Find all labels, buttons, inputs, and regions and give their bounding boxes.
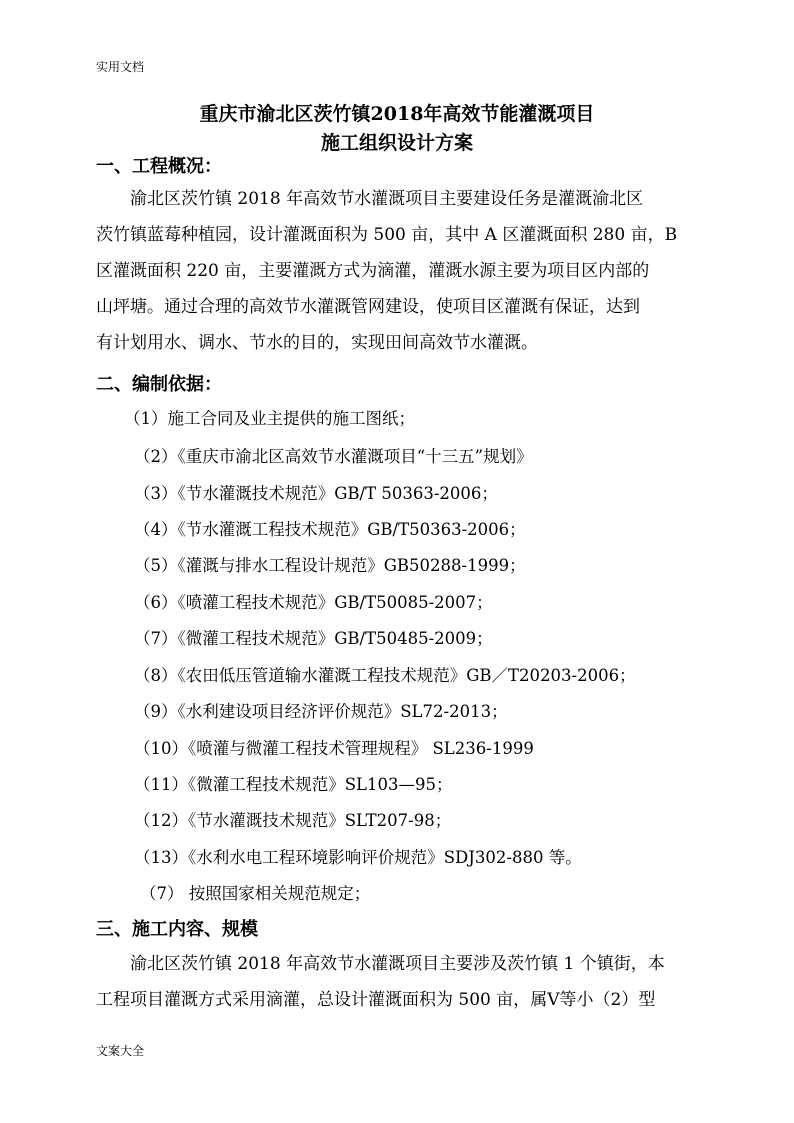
scope-paragraph — [96, 946, 700, 1018]
reference-item: （7）《微灌工程技术规范》GB/T50485-2009； — [134, 629, 493, 648]
section-heading-overview: 一、工程概况： — [96, 156, 222, 177]
paragraph-line: 茨竹镇蓝莓种植园，设计灌溉面积为 500 亩，其中 A 区灌溉面积 280 亩，B — [96, 225, 678, 245]
reference-item: （12）《节水灌溉技术规范》SLT207-98； — [134, 811, 452, 830]
reference-item: （2）《重庆市渝北区高效节水灌溉项目“十三五”规划》 — [134, 447, 533, 466]
section-heading-basis: 二、编制依据： — [96, 374, 222, 395]
paragraph-line: 渝北区茨竹镇 2018 年高效节水灌溉项目主要涉及茨竹镇 1 个镇街，本 — [130, 954, 665, 974]
reference-item: （13）《水利水电工程环境影响评价规范》SDJ302-880 等。 — [134, 848, 582, 867]
reference-item: （5）《灌溉与排水工程设计规范》GB50288-1999； — [134, 556, 526, 575]
reference-item: （6）《喷灌工程技术规范》GB/T50085-2007； — [134, 593, 493, 612]
paragraph-line: 有计划用水、调水、节水的目的，实现田间高效节水灌溉。 — [96, 333, 538, 353]
paragraph-line: 渝北区茨竹镇 2018 年高效节水灌溉项目主要建设任务是灌溉渝北区 — [130, 189, 644, 209]
overview-paragraph — [96, 181, 700, 361]
paragraph-line: 区灌溉面积 220 亩，主要灌溉方式为滴灌，灌溉水源主要为项目区内部的 — [96, 261, 650, 281]
reference-item: （11）《微灌工程技术规范》SL103—95； — [134, 775, 453, 794]
reference-item: （8）《农田低压管道输水灌溉工程技术规范》GB／T20203-2006； — [134, 666, 636, 685]
document-title-line-2: 施工组织设计方案 — [320, 132, 473, 154]
reference-item: （7） 按照国家相关规范规定； — [140, 884, 371, 903]
paragraph-line: 山坪塘。通过合理的高效节水灌溉管网建设，使项目区灌溉有保证，达到 — [96, 297, 640, 317]
paragraph-line: 工程项目灌溉方式采用滴灌，总设计灌溉面积为 500 亩，属Ⅴ等小（2）型 — [96, 990, 656, 1010]
reference-item: （9）《水利建设项目经济评价规范》SL72-2013； — [134, 702, 508, 721]
reference-item: （1）施工合同及业主提供的施工图纸； — [124, 409, 415, 428]
page-header-note: 实用文档 — [96, 60, 145, 74]
page-footer-note: 文案大全 — [96, 1044, 145, 1058]
reference-item: （3）《节水灌溉技术规范》GB/T 50363-2006； — [134, 484, 498, 503]
reference-item: （10）《喷灌与微灌工程技术管理规程》 SL236-1999 — [134, 739, 534, 758]
section-heading-scope: 三、施工内容、规模 — [96, 919, 258, 940]
reference-item: （4）《节水灌溉工程技术规范》GB/T50363-2006； — [134, 520, 526, 539]
document-title-line-1: 重庆市渝北区茨竹镇2018年高效节能灌溉项目 — [199, 103, 595, 125]
